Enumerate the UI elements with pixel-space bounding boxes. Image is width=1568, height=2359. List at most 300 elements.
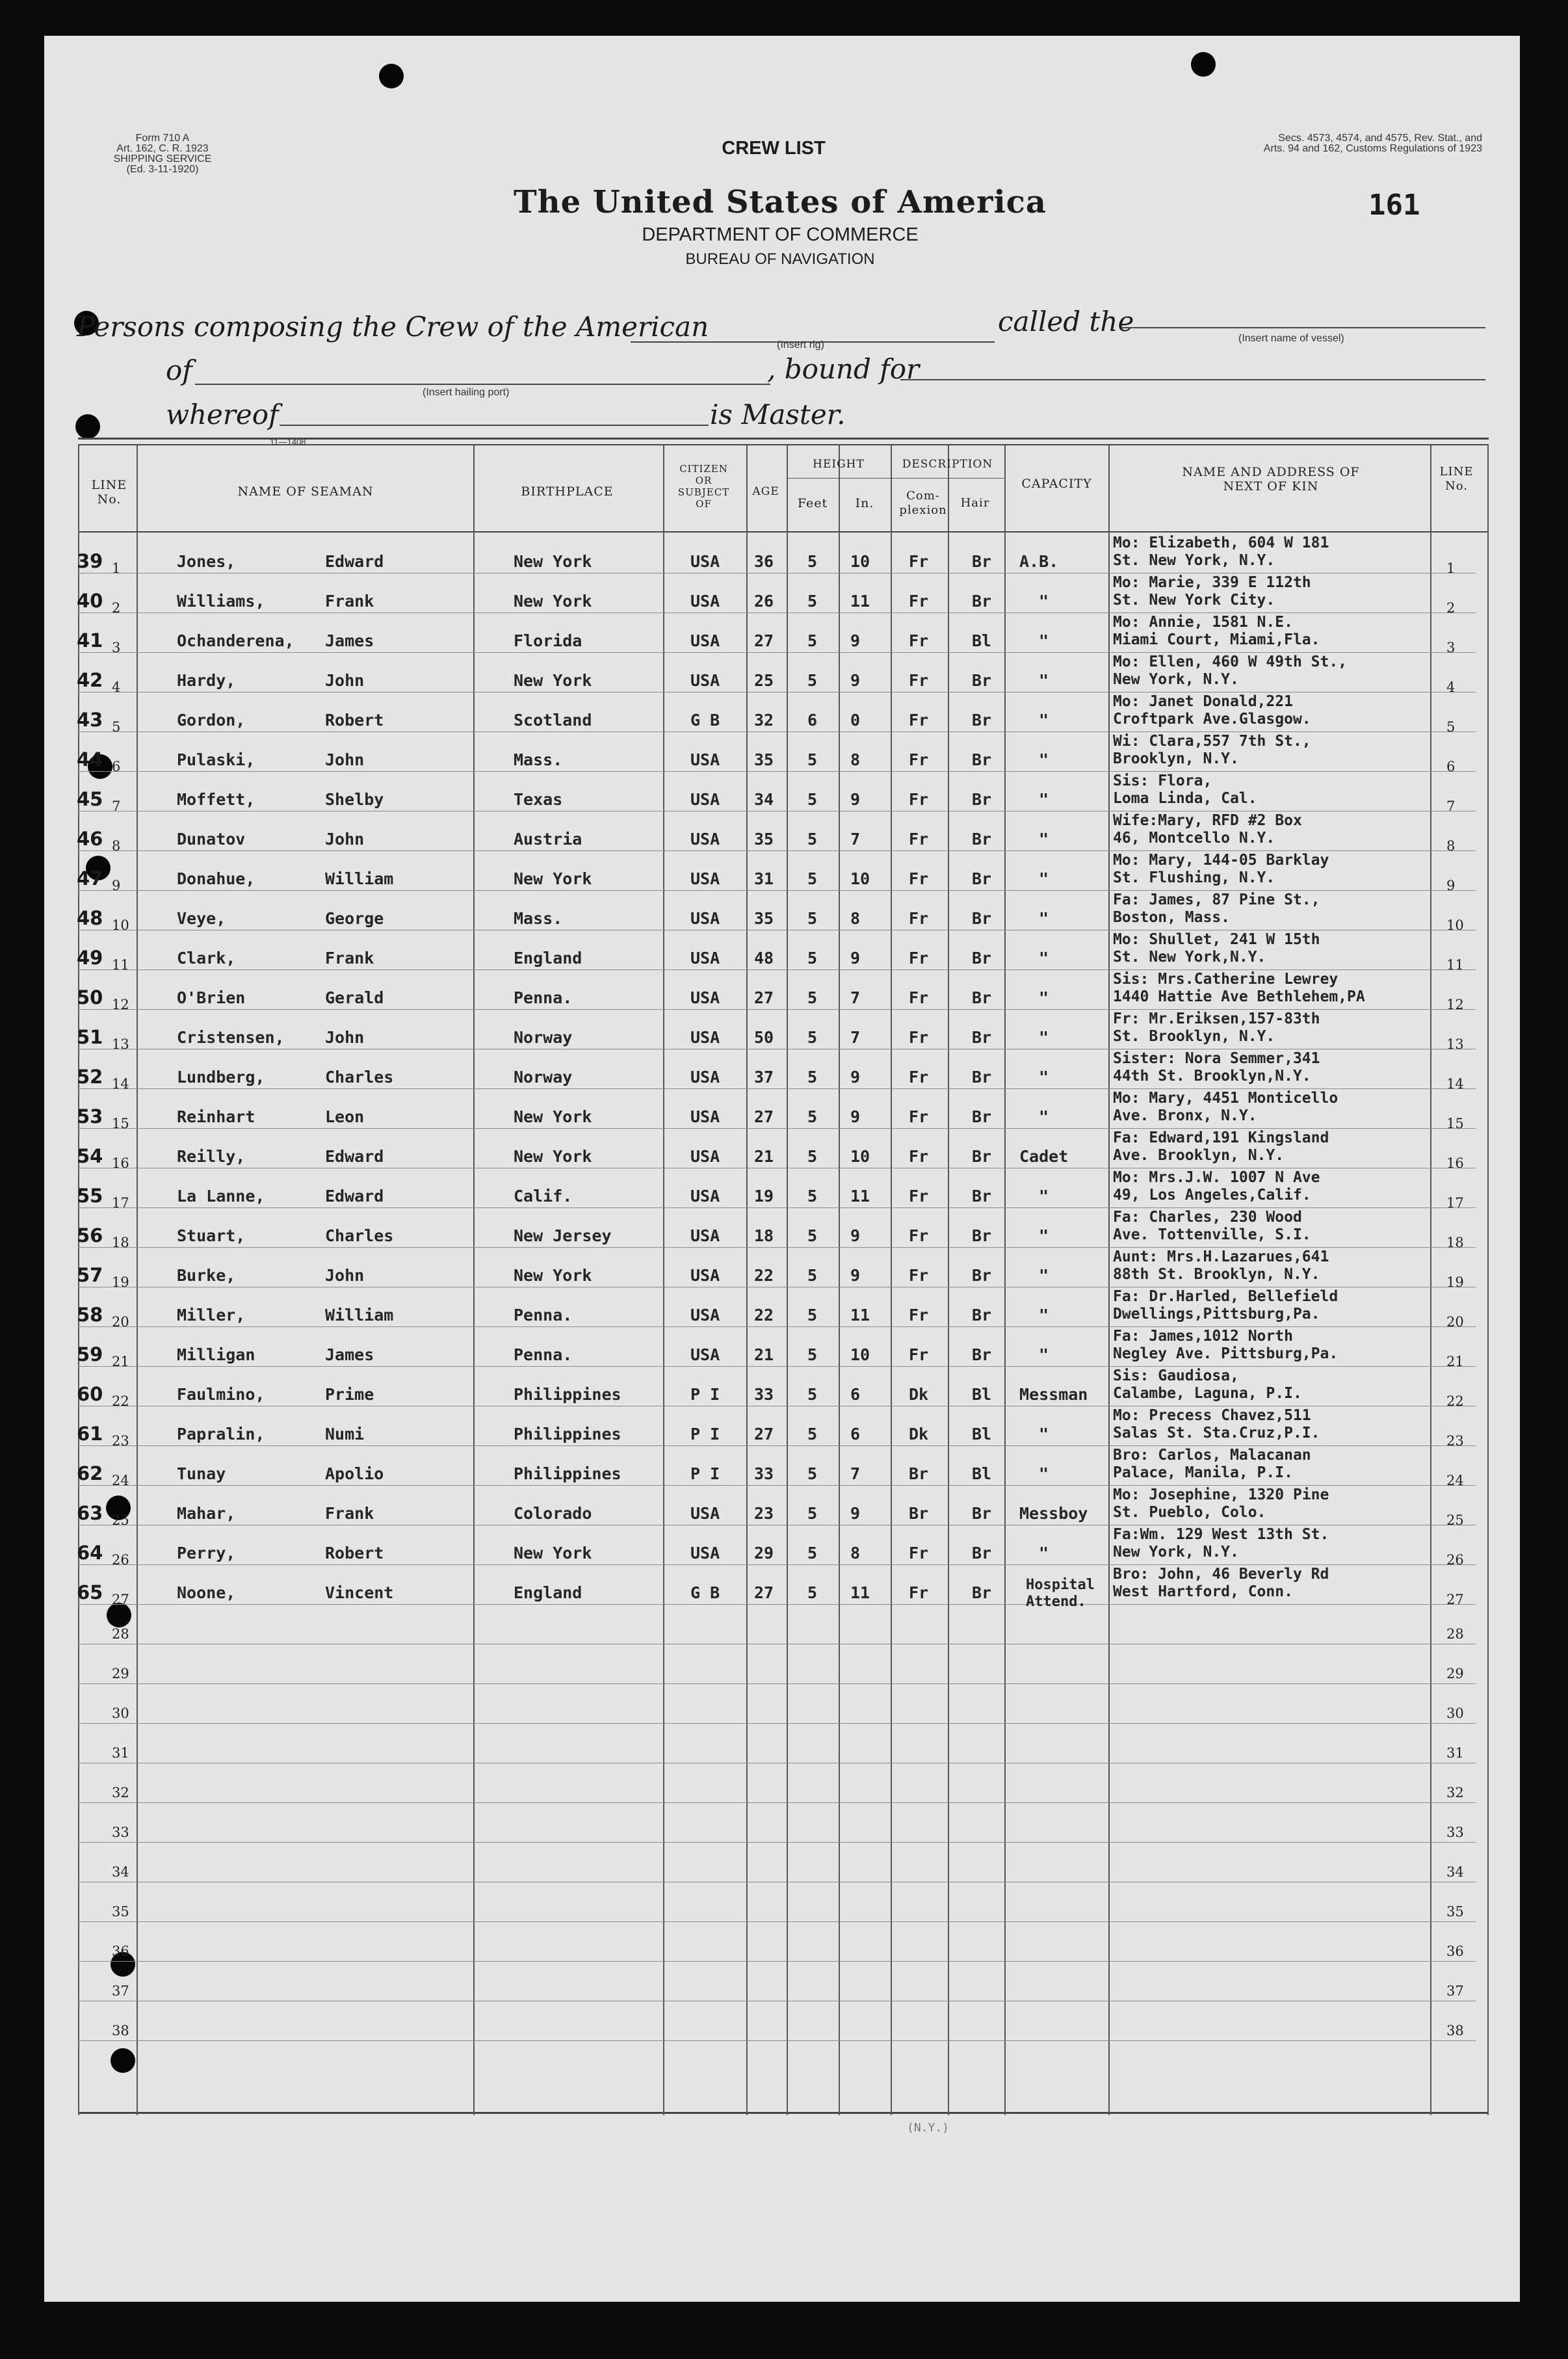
seaman-surname: O'Brien xyxy=(177,988,246,1007)
seaman-surname: Noone, xyxy=(177,1583,236,1602)
age: 26 xyxy=(754,592,774,611)
next-of-kin-name: Sister: Nora Semmer,341 xyxy=(1113,1050,1320,1067)
age: 22 xyxy=(754,1306,774,1324)
seaman-given-name: Edward xyxy=(325,1187,384,1206)
print-code: 11—1408 xyxy=(270,437,306,447)
next-of-kin-address: Miami Court, Miami,Fla. xyxy=(1113,631,1320,648)
capacity: " xyxy=(1039,1345,1049,1364)
row-rule xyxy=(78,1207,1476,1208)
birthplace: England xyxy=(514,949,582,968)
row-rule xyxy=(78,1088,1476,1089)
next-of-kin-name: Bro: Carlos, Malacanan xyxy=(1113,1447,1311,1464)
line-number-right: 5 xyxy=(1446,719,1456,735)
complexion: Fr xyxy=(909,869,929,888)
line-number-right: 4 xyxy=(1446,679,1456,695)
next-of-kin-address: New York, N.Y. xyxy=(1113,1544,1239,1561)
age: 35 xyxy=(754,750,774,769)
age: 32 xyxy=(754,711,774,730)
next-of-kin-address: St. New York, N.Y. xyxy=(1113,552,1275,569)
height-feet: 5 xyxy=(807,830,818,849)
capacity: " xyxy=(1039,1028,1049,1047)
age: 19 xyxy=(754,1187,774,1206)
age: 21 xyxy=(754,1345,774,1364)
birthplace: Austria xyxy=(514,830,582,849)
line-number: 24 xyxy=(112,1473,129,1488)
age: 23 xyxy=(754,1504,774,1523)
next-of-kin-name: Sis: Flora, xyxy=(1113,772,1212,789)
seaman-surname: Gordon, xyxy=(177,711,246,730)
height-inches: 8 xyxy=(850,750,861,769)
height-feet: 5 xyxy=(807,1147,818,1166)
line-number: 18 xyxy=(112,1235,129,1250)
height-feet: 5 xyxy=(807,1068,818,1087)
handwritten-line-number: 54 xyxy=(77,1145,103,1167)
birthplace: Colorado xyxy=(514,1504,592,1523)
height-inches: 9 xyxy=(850,949,861,968)
height-inches: 7 xyxy=(850,1464,861,1483)
hair: Br xyxy=(972,1068,992,1087)
header-text: No. xyxy=(1445,479,1468,493)
next-of-kin-name: Bro: John, 46 Beverly Rd xyxy=(1113,1566,1329,1583)
seaman-surname: Mahar, xyxy=(177,1504,236,1523)
capacity: " xyxy=(1039,592,1049,611)
next-of-kin-address: St. New York,N.Y. xyxy=(1113,949,1266,966)
height-feet: 5 xyxy=(807,1425,818,1443)
height-feet: 5 xyxy=(807,1266,818,1285)
next-of-kin-address: Negley Ave. Pittsburg,Pa. xyxy=(1113,1345,1339,1362)
line-number-right: 8 xyxy=(1446,838,1456,854)
line-number-right: 19 xyxy=(1446,1274,1464,1290)
age: 35 xyxy=(754,909,774,928)
height-inches: 9 xyxy=(850,631,861,650)
empty-line-number: 30 xyxy=(112,1706,129,1721)
line-number: 6 xyxy=(112,759,121,774)
next-of-kin-address: Croftpark Ave.Glasgow. xyxy=(1113,711,1311,728)
seaman-surname: Ochanderena, xyxy=(177,631,294,650)
capacity: A.B. xyxy=(1019,552,1059,571)
seaman-given-name: John xyxy=(325,830,365,849)
capacity: " xyxy=(1039,1306,1049,1324)
empty-line-number: 37 xyxy=(112,1983,129,1999)
age: 27 xyxy=(754,988,774,1007)
height-inches: 6 xyxy=(850,1385,861,1404)
height-feet: 5 xyxy=(807,1107,818,1126)
line-number: 15 xyxy=(112,1116,129,1131)
hair: Br xyxy=(972,1306,992,1324)
seaman-surname: Papralin, xyxy=(177,1425,265,1443)
birthplace: Florida xyxy=(514,631,582,650)
row-rule xyxy=(78,1921,1476,1922)
height-feet: 5 xyxy=(807,750,818,769)
form-info-line: (Ed. 3-11-1920) xyxy=(126,164,199,175)
line-number-right: 23 xyxy=(1446,1433,1464,1449)
next-of-kin-name: Fa: Edward,191 Kingsland xyxy=(1113,1129,1329,1146)
height-feet: 5 xyxy=(807,552,818,571)
line-number: 14 xyxy=(112,1076,129,1092)
seaman-given-name: Leon xyxy=(325,1107,365,1126)
header-capacity: CAPACITY xyxy=(1021,477,1092,491)
next-of-kin-name: Sis: Gaudiosa, xyxy=(1113,1367,1239,1384)
statute-line: Arts. 94 and 162, Customs Regulations of 1923 xyxy=(1263,143,1482,154)
line-number: 16 xyxy=(112,1155,129,1171)
birthplace: Mass. xyxy=(514,909,563,928)
hair: Br xyxy=(972,949,992,968)
height-feet: 5 xyxy=(807,1583,818,1602)
capacity: " xyxy=(1039,988,1049,1007)
citizenship: USA xyxy=(690,869,720,888)
age: 33 xyxy=(754,1385,774,1404)
height-feet: 5 xyxy=(807,790,818,809)
row-rule xyxy=(78,771,1476,772)
next-of-kin-address: 46, Montcello N.Y. xyxy=(1113,830,1275,847)
hair: Br xyxy=(972,711,992,730)
height-divider xyxy=(787,478,891,479)
hair: Bl xyxy=(972,1464,992,1483)
next-of-kin-address: New York, N.Y. xyxy=(1113,671,1239,688)
height-inches: 8 xyxy=(850,909,861,928)
header-text: LINE xyxy=(91,478,127,492)
line-number: 25 xyxy=(112,1512,129,1528)
row-rule xyxy=(78,1485,1476,1486)
complexion: Fr xyxy=(909,1306,929,1324)
citizenship: USA xyxy=(690,592,720,611)
header-text: plexion xyxy=(899,503,947,517)
capacity: " xyxy=(1039,1068,1049,1087)
age: 27 xyxy=(754,1107,774,1126)
handwritten-line-number: 58 xyxy=(77,1304,103,1326)
seaman-surname: Cristensen, xyxy=(177,1028,285,1047)
height-inches: 7 xyxy=(850,1028,861,1047)
empty-line-number: 28 xyxy=(112,1626,129,1642)
height-feet: 5 xyxy=(807,1345,818,1364)
complexion: Br xyxy=(909,1464,929,1483)
punch-hole xyxy=(379,64,404,88)
citizenship: USA xyxy=(690,988,720,1007)
destination-field xyxy=(900,379,1485,380)
seaman-surname: Jones, xyxy=(177,552,236,571)
handwritten-line-number: 42 xyxy=(77,669,103,691)
header-text: NAME AND ADDRESS OF xyxy=(1182,465,1360,479)
citizenship: USA xyxy=(690,1306,720,1324)
empty-line-number-right: 29 xyxy=(1446,1666,1464,1681)
footer-mark: (N.Y.) xyxy=(907,2121,950,2135)
row-rule xyxy=(78,1723,1476,1724)
empty-line-number-right: 36 xyxy=(1446,1944,1464,1959)
handwritten-line-number: 49 xyxy=(77,947,103,969)
empty-line-number-right: 32 xyxy=(1446,1785,1464,1800)
height-feet: 5 xyxy=(807,988,818,1007)
empty-line-number-right: 31 xyxy=(1446,1745,1464,1761)
empty-line-number: 35 xyxy=(112,1904,129,1919)
handwritten-line-number: 57 xyxy=(77,1264,103,1286)
complexion: Fr xyxy=(909,1345,929,1364)
header-text: SUBJECT xyxy=(677,486,730,498)
citizenship: USA xyxy=(690,1226,720,1245)
header-text: LINE xyxy=(1439,465,1474,479)
capacity: " xyxy=(1039,1425,1049,1443)
punch-hole xyxy=(1191,52,1216,77)
complexion: Fr xyxy=(909,711,929,730)
hair: Br xyxy=(972,1345,992,1364)
next-of-kin-address: Calambe, Laguna, P.I. xyxy=(1113,1385,1302,1402)
height-inches: 11 xyxy=(850,1187,870,1206)
birthplace: New York xyxy=(514,869,592,888)
next-of-kin-name: Mo: Marie, 339 E 112th xyxy=(1113,574,1311,591)
birthplace: New Jersey xyxy=(514,1226,612,1245)
seaman-given-name: Gerald xyxy=(325,988,384,1007)
row-rule xyxy=(78,850,1476,851)
line-number-right: 21 xyxy=(1446,1354,1464,1369)
citizenship: USA xyxy=(690,1266,720,1285)
height-feet: 5 xyxy=(807,671,818,690)
line-number-right: 2 xyxy=(1446,600,1456,616)
age: 33 xyxy=(754,1464,774,1483)
height-feet: 5 xyxy=(807,1544,818,1562)
birthplace: Norway xyxy=(514,1068,573,1087)
punch-hole xyxy=(75,414,100,439)
declaration-text: of xyxy=(166,354,192,386)
seaman-given-name: John xyxy=(325,671,365,690)
seaman-surname: La Lanne, xyxy=(177,1187,265,1206)
hair: Br xyxy=(972,830,992,849)
birthplace: New York xyxy=(514,1544,592,1562)
seaman-given-name: John xyxy=(325,1028,365,1047)
citizenship: USA xyxy=(690,671,720,690)
empty-line-number: 32 xyxy=(112,1785,129,1800)
handwritten-line-number: 52 xyxy=(77,1066,103,1088)
age: 25 xyxy=(754,671,774,690)
next-of-kin-address: West Hartford, Conn. xyxy=(1113,1583,1293,1600)
hair: Br xyxy=(972,909,992,928)
next-of-kin-address: Palace, Manila, P.I. xyxy=(1113,1464,1293,1481)
header-inches: In. xyxy=(855,496,874,510)
column-rule xyxy=(1004,444,1006,2115)
capacity: " xyxy=(1039,711,1049,730)
row-rule xyxy=(78,1009,1476,1010)
citizenship: USA xyxy=(690,1345,720,1364)
vessel-name-field xyxy=(1121,327,1485,328)
header-text: No. xyxy=(97,492,122,507)
next-of-kin-name: Mo: Mary, 144-05 Barklay xyxy=(1113,852,1329,869)
row-rule xyxy=(78,1326,1476,1327)
next-of-kin-name: Wife:Mary, RFD #2 Box xyxy=(1113,812,1302,829)
height-feet: 5 xyxy=(807,1385,818,1404)
seaman-given-name: James xyxy=(325,631,374,650)
height-feet: 5 xyxy=(807,631,818,650)
complexion: Fr xyxy=(909,1107,929,1126)
seaman-given-name: Numi xyxy=(325,1425,365,1443)
header-next-of-kin xyxy=(1112,465,1430,494)
complexion: Fr xyxy=(909,909,929,928)
age: 27 xyxy=(754,631,774,650)
seaman-surname: Stuart, xyxy=(177,1226,246,1245)
next-of-kin-name: Wi: Clara,557 7th St., xyxy=(1113,733,1311,750)
bureau-name: BUREAU OF NAVIGATION xyxy=(685,250,875,268)
height-feet: 5 xyxy=(807,1226,818,1245)
description-divider xyxy=(892,478,1004,479)
hair: Br xyxy=(972,1226,992,1245)
line-number-right: 9 xyxy=(1446,878,1456,893)
seaman-given-name: James xyxy=(325,1345,374,1364)
next-of-kin-address: Boston, Mass. xyxy=(1113,909,1231,926)
header-hair: Hair xyxy=(960,496,990,510)
seaman-surname: Milligan xyxy=(177,1345,255,1364)
column-rule xyxy=(1430,444,1431,2115)
form-info-line: SHIPPING SERVICE xyxy=(113,153,212,165)
seaman-given-name: Prime xyxy=(325,1385,374,1404)
line-number-right: 17 xyxy=(1446,1195,1464,1211)
next-of-kin-name: Mo: Shullet, 241 W 15th xyxy=(1113,931,1320,948)
line-number-right: 1 xyxy=(1446,560,1456,576)
citizenship: USA xyxy=(690,830,720,849)
birthplace: Scotland xyxy=(514,711,592,730)
next-of-kin-name: Mo: Mary, 4451 Monticello xyxy=(1113,1090,1339,1107)
seaman-given-name: John xyxy=(325,1266,365,1285)
handwritten-line-number: 50 xyxy=(77,986,103,1008)
line-number-right: 25 xyxy=(1446,1512,1464,1528)
column-rule xyxy=(839,444,840,2115)
handwritten-line-number: 53 xyxy=(77,1105,103,1127)
complexion: Fr xyxy=(909,1068,929,1087)
line-number: 3 xyxy=(112,640,121,655)
age: 27 xyxy=(754,1583,774,1602)
citizenship: USA xyxy=(690,1107,720,1126)
birthplace: Penna. xyxy=(514,988,573,1007)
line-number: 23 xyxy=(112,1433,129,1449)
complexion: Fr xyxy=(909,1147,929,1166)
capacity: " xyxy=(1039,1464,1049,1483)
column-rule xyxy=(948,444,949,2115)
capacity: Messman xyxy=(1019,1385,1088,1404)
height-feet: 5 xyxy=(807,592,818,611)
citizenship: G B xyxy=(690,711,720,730)
next-of-kin-name: Fa:Wm. 129 West 13th St. xyxy=(1113,1526,1329,1543)
line-number: 11 xyxy=(112,957,129,973)
column-rule xyxy=(1487,444,1489,2115)
capacity: " xyxy=(1039,869,1049,888)
line-number: 26 xyxy=(112,1552,129,1568)
header-citizen xyxy=(663,463,744,510)
header-text: OF xyxy=(696,498,712,510)
form-info xyxy=(78,133,247,175)
header-bottom-border xyxy=(78,531,1489,533)
header-line-no xyxy=(83,478,135,507)
punch-hole xyxy=(111,2048,135,2073)
height-inches: 9 xyxy=(850,1107,861,1126)
next-of-kin-address: St. Flushing, N.Y. xyxy=(1113,869,1275,886)
next-of-kin-address: St. Pueblo, Colo. xyxy=(1113,1504,1266,1521)
handwritten-line-number: 48 xyxy=(77,907,103,929)
hair: Br xyxy=(972,552,992,571)
complexion: Fr xyxy=(909,1266,929,1285)
height-inches: 0 xyxy=(850,711,861,730)
birthplace: New York xyxy=(514,592,592,611)
line-number: 9 xyxy=(112,878,121,893)
seaman-given-name: Edward xyxy=(325,552,384,571)
hair: Bl xyxy=(972,1425,992,1443)
age: 34 xyxy=(754,790,774,809)
next-of-kin-address: St. New York City. xyxy=(1113,592,1275,609)
next-of-kin-address: 49, Los Angeles,Calif. xyxy=(1113,1187,1311,1204)
height-inches: 11 xyxy=(850,1306,870,1324)
hair: Br xyxy=(972,1028,992,1047)
next-of-kin-address: Ave. Bronx, N.Y. xyxy=(1113,1107,1257,1124)
form-info-line: Form 710 A xyxy=(135,133,190,144)
hair: Bl xyxy=(972,1385,992,1404)
next-of-kin-name: Mo: Annie, 1581 N.E. xyxy=(1113,614,1293,631)
next-of-kin-name: Mo: Ellen, 460 W 49th St., xyxy=(1113,653,1348,670)
hair: Br xyxy=(972,869,992,888)
row-rule xyxy=(78,1366,1476,1367)
declaration-text: called the xyxy=(998,306,1134,337)
hair: Br xyxy=(972,790,992,809)
row-rule xyxy=(78,1961,1476,1962)
hair: Br xyxy=(972,1583,992,1602)
insert-rig-caption: (Insert rig) xyxy=(777,339,824,350)
birthplace: New York xyxy=(514,671,592,690)
height-inches: 10 xyxy=(850,1147,870,1166)
seaman-surname: Lundberg, xyxy=(177,1068,265,1087)
age: 36 xyxy=(754,552,774,571)
citizenship: USA xyxy=(690,909,720,928)
row-rule xyxy=(78,652,1476,653)
next-of-kin-name: Mo: Elizabeth, 604 W 181 xyxy=(1113,534,1329,551)
seaman-given-name: William xyxy=(325,869,394,888)
handwritten-line-number: 47 xyxy=(77,867,103,890)
birthplace: Mass. xyxy=(514,750,563,769)
capacity: Messboy xyxy=(1019,1504,1088,1523)
next-of-kin-address: 88th St. Brooklyn, N.Y. xyxy=(1113,1266,1320,1283)
complexion: Fr xyxy=(909,671,929,690)
hair: Br xyxy=(972,592,992,611)
seaman-surname: Burke, xyxy=(177,1266,236,1285)
hair: Br xyxy=(972,1107,992,1126)
form-info-line: Art. 162, C. R. 1923 xyxy=(116,143,209,154)
row-rule xyxy=(78,969,1476,970)
form-title: CREW LIST xyxy=(722,138,826,159)
birthplace: Philippines xyxy=(514,1464,621,1483)
row-rule xyxy=(78,1604,1476,1605)
line-number-right: 24 xyxy=(1446,1473,1464,1488)
seaman-given-name: Frank xyxy=(325,592,374,611)
height-feet: 5 xyxy=(807,909,818,928)
age: 18 xyxy=(754,1226,774,1245)
citizenship: USA xyxy=(690,1028,720,1047)
next-of-kin-address: Dwellings,Pittsburg,Pa. xyxy=(1113,1306,1320,1323)
line-number-right: 27 xyxy=(1446,1592,1464,1607)
capacity: " xyxy=(1039,631,1049,650)
next-of-kin-name: Fa: Dr.Harled, Bellefield xyxy=(1113,1288,1339,1305)
handwritten-line-number: 40 xyxy=(77,590,103,612)
hair: Br xyxy=(972,1147,992,1166)
handwritten-line-number: 63 xyxy=(77,1502,103,1524)
seaman-given-name: Frank xyxy=(325,1504,374,1523)
height-inches: 9 xyxy=(850,671,861,690)
line-number: 21 xyxy=(112,1354,129,1369)
department-name: DEPARTMENT OF COMMERCE xyxy=(642,224,919,245)
birthplace: Penna. xyxy=(514,1306,573,1324)
empty-line-number: 36 xyxy=(112,1944,129,1959)
line-number: 20 xyxy=(112,1314,129,1330)
height-feet: 5 xyxy=(807,1504,818,1523)
line-number: 1 xyxy=(112,560,121,576)
capacity: " xyxy=(1039,1187,1049,1206)
column-rule xyxy=(787,444,788,2115)
birthplace: Texas xyxy=(514,790,563,809)
row-rule xyxy=(78,1842,1476,1843)
line-number-right: 14 xyxy=(1446,1076,1464,1092)
line-number-right: 16 xyxy=(1446,1155,1464,1171)
